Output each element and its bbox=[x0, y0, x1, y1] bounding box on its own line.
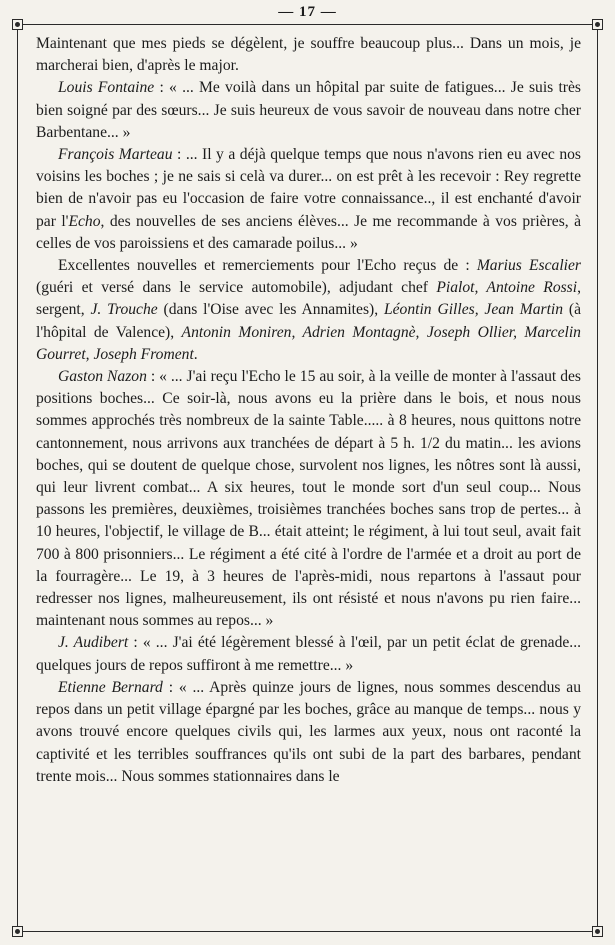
page-number: — 17 — bbox=[278, 4, 337, 20]
corner-ornament-icon bbox=[12, 926, 23, 937]
corner-ornament-icon bbox=[12, 19, 23, 30]
letter-gaston-nazon: Gaston Nazon : « ... J'ai reçu l'Echo le 15 au soir, à la veille de monter à l'assaut des positions boches... Ce soir-là, nous avons eu la prière dans le bois, et nous nous sommes approchés très nombreux de la sainte Table..... à 8 heures, nous quittons notre cantonnement, nous arrivons aux tranchées de départ à 5 h. 1/2 du matin... les avions boches, qui se doutent de quelque chose, survolent nos lignes, les nôtres sont là aussi, qui leur livrent combat... A six heures, tout le monde sort d'un seul coup... Nous passons les premières, deuxièmes, troisièmes tranchées boches sans trop de pertes... à 10 heures, l'objectif, le village de B... était atteint; le régiment, à lui tout seul, avait fait 700 à 800 prisonniers... Le régiment a été cité à l'ordre de l'armée et a droit au port de la fourragère... Le 19, à 3 heures de l'après-midi, nous repartons à l'assaut pour redresser nos lignes, malheureusement, ils ont résisté et nous n'avons pu rien faire... maintenant nous sommes au repos... » bbox=[36, 368, 582, 630]
letter-j-audibert: J. Audibert : « ... J'ai été légèrement blessé à l'œil, par un petit éclat de grenade... quelques jours de repos suffiront à me remettre... » bbox=[36, 634, 582, 674]
letter-etienne-bernard: Etienne Bernard : « ... Après quinze jours de lignes, nous sommes descendus au repos dans un petit village épargné par les boches, grâce au manque de temps... nous y avons trouvé encore quelques civils qui, les larmes aux yeux, nous ont raconté la captivité et les terribles souffrances qu'ils ont subi de la part des barbares, pendant trente mois... Nous sommes stationnaires dans le bbox=[36, 678, 582, 785]
paragraph-continuation: Maintenant que mes pieds se dégèlent, je souffre beaucoup plus... Dans un mois, je marcherai bien, d'après le major. bbox=[36, 35, 581, 75]
letter-louis-fontaine: Louis Fontaine : « ... Me voilà dans un hôpital par suite de fatigues... Je suis très bien soigné par des sœurs... Je suis heureux de vous savoir de nouveau dans notre cher Barbentane... » bbox=[36, 79, 581, 141]
letter-francois-marteau: François Marteau : ... Il y a déjà quelque temps que nous n'avons rien eu avec nos voisins les boches ; je ne sais si celà va durer... on est prêt à les recevoir : Rey regrette bien de n'avoir pas eu l'occasion de faire votre connaissance.., il est enchanté d'avoir par l'Echo, des nouvelles de ses anciens élèves... Je me recommande à vos prières, à celles de vos paroissiens et des camarade poilus... » bbox=[36, 146, 582, 252]
corner-ornament-icon bbox=[592, 926, 603, 937]
sender-name: Gaston Nazon bbox=[58, 368, 147, 386]
letters-text bbox=[36, 33, 581, 788]
sender-name: Etienne Bernard bbox=[58, 678, 163, 696]
sender-name: J. Audibert bbox=[58, 634, 129, 652]
sender-name: Louis Fontaine bbox=[58, 79, 155, 97]
sender-name: François Marteau bbox=[58, 146, 173, 164]
corner-ornament-icon bbox=[592, 19, 603, 30]
acknowledgements-paragraph: Excellentes nouvelles et remerciements pour l'Echo reçus de : Marius Escalier (guéri et versé dans le service automobile), adjudant chef Pialot, Antoine Rossi, sergent, J. Trouche (dans l'Oise avec les Annamites), Léontin Gilles, Jean Martin (à l'hôpital de Valence), Antonin Moniren, Adrien Montagnè, Joseph Ollier, Marcelin Gourret, Joseph Froment. bbox=[36, 257, 582, 363]
